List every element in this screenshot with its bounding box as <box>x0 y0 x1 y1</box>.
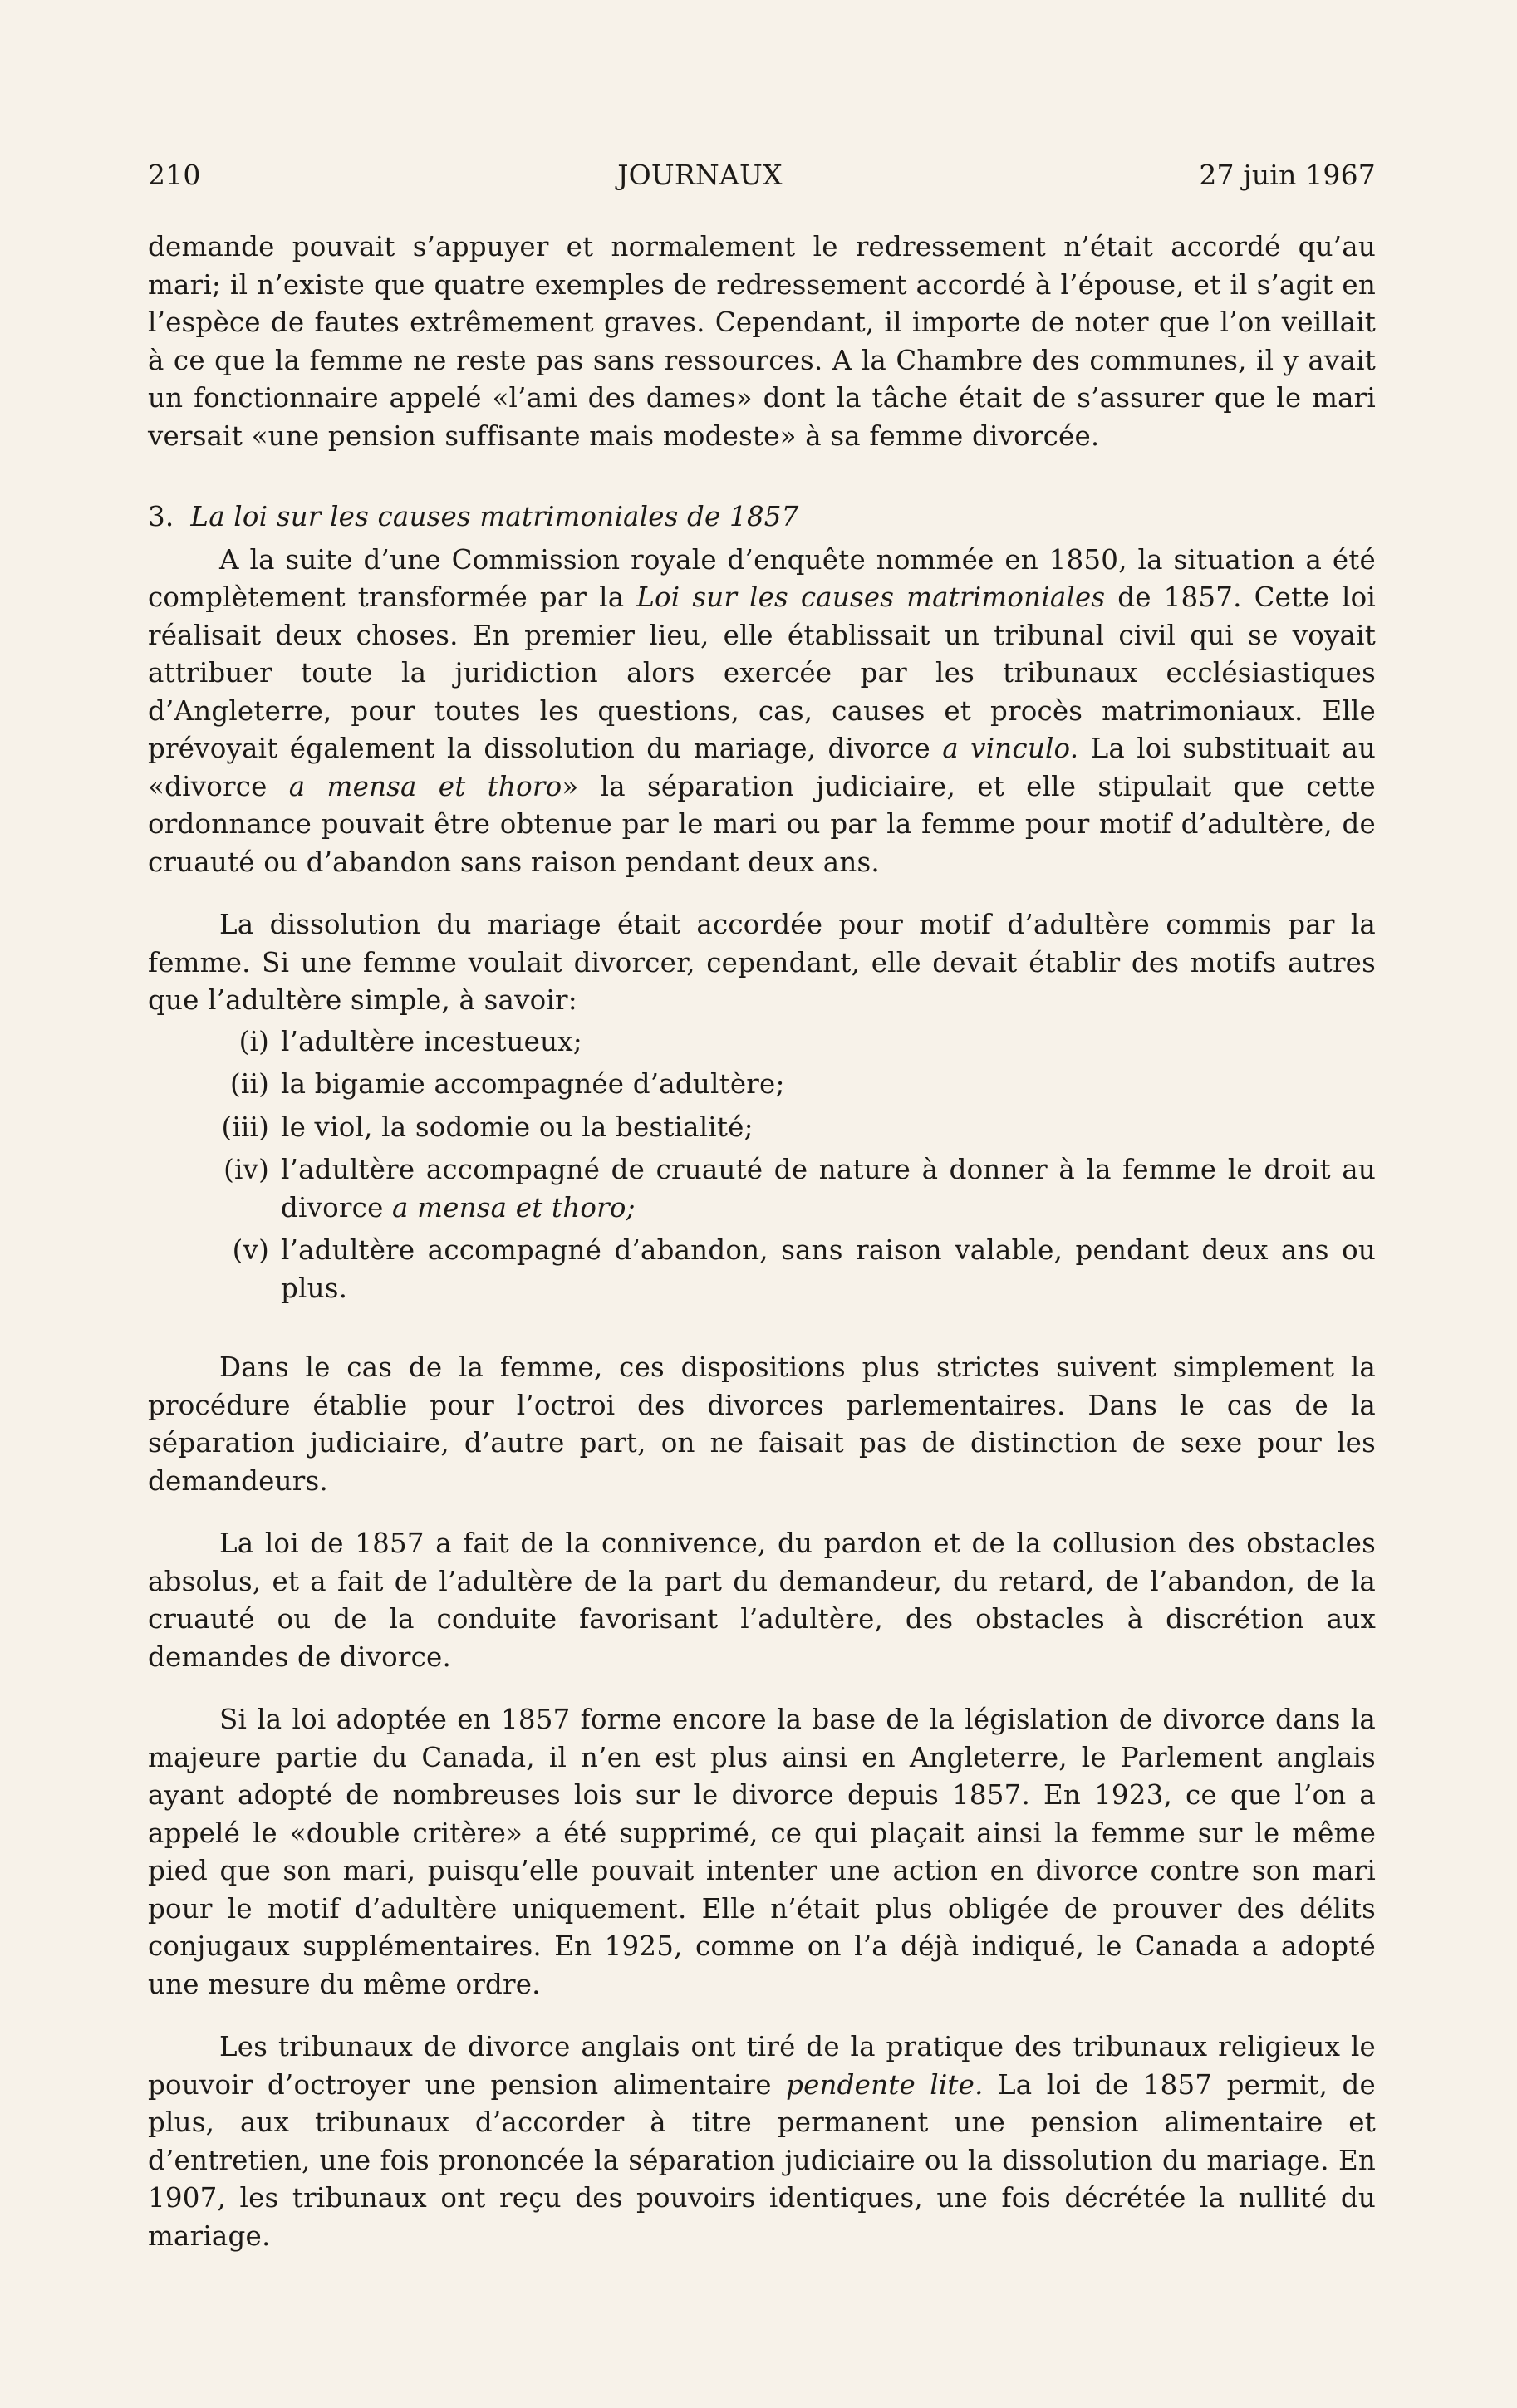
paragraph-legislation: Si la loi adoptée en 1857 forme encore la base de la législation de divorce dans la majeure partie du Canada, il n’en est plus ainsi en Angleterre, le Parlement anglais ayant adopté de nombreuses lois sur le divorce depuis 1857. En 1923, ce que l’on a appelé le «double critère» a été supprimé, ce qui plaçait ainsi la femme sur le même pied que son mari, puisqu’elle pouvait intenter une action en divorce contre son mari pour le motif d’adultère uniquement. Elle n’était plus obligée de prouver des délits conjugaux supplémentaires. En 1925, comme on l’a déjà indiqué, le Canada a adopté une mesure du même ordre. <box>148 1704 1376 2000</box>
running-header <box>148 156 1376 194</box>
paragraph-text: A la suite d’une Commission royale d’enquête nommée en 1850, la situation a été complètement transformée par la <box>148 543 1376 613</box>
list-marker: (iii) <box>221 1111 269 1143</box>
page-number: 210 <box>148 159 201 191</box>
italic-latin-term: a mensa et thoro <box>288 770 562 802</box>
list-item <box>148 1023 1376 1062</box>
list-marker: (iv) <box>223 1154 269 1185</box>
list-item <box>148 1066 1376 1104</box>
list-item <box>148 1232 1376 1307</box>
italic-latin-term: pendente lite. <box>786 2068 984 2101</box>
list-marker: (i) <box>238 1025 269 1057</box>
paragraph-continued: demande pouvait s’appuyer et normalement le redressement n’était accordé qu’au mari; il n’existe que quatre exemples de redressement accordé à l’épouse, et il s’agit en l’espèce de fautes extrêmement graves. Cependant, il importe de noter que l’on veillait à ce que la femme ne reste pas sans ressources. A la Chambre des communes, il y avait un fonctionnaire appelé «l’ami des dames» dont la tâche était de s’assurer que le mari versait «une pension suffisante mais modeste» à sa femme divorcée. <box>148 231 1376 452</box>
paragraph-dissolution: La dissolution du mariage était accordée pour motif d’adultère commis par la femme. Si une femme voulait divorcer, cependant, elle devait établir des motifs autres que l’adultère simple, à savoir: <box>148 909 1376 1016</box>
list-item <box>148 1109 1376 1147</box>
list-text: l’adultère incestueux; <box>281 1025 582 1057</box>
list-marker: (v) <box>232 1234 269 1266</box>
italic-act-title: Loi sur les causes matrimoniales <box>636 581 1106 613</box>
paragraph-alimony <box>148 2028 1376 2255</box>
list-text: la bigamie accompagnée d’adultère; <box>281 1068 785 1100</box>
section-number: 3. <box>148 501 174 532</box>
list-marker: (ii) <box>230 1068 269 1100</box>
paragraph-woman-case: Dans le cas de la femme, ces dispositions plus strictes suivent simplement la procédure établie pour l’octroi des divorces parlementaires. Dans le cas de la séparation judiciaire, d’autre part, on ne faisait pas de distinction de sexe pour les demandeurs. <box>148 1351 1376 1497</box>
paragraph-text: La loi de 1857 permit, de plus, aux tribunaux d’accorder à titre permanent une pension alimentaire et d’entretien, une fois prononcée la séparation judiciaire ou la dissolution du mariage. En 1907, les tribunaux ont reçu des pouvoirs identiques, une fois décrétée la nullité du mariage. <box>148 2068 1376 2252</box>
page-date: 27 juin 1967 <box>1199 159 1376 191</box>
paragraph-obstacles: La loi de 1857 a fait de la connivence, du pardon et de la collusion des obstacles absolus, et a fait de l’adultère de la part du demandeur, du retard, de l’abandon, de la cruauté ou de la conduite favorisant l’adultère, des obstacles à discrétion aux demandes de divorce. <box>148 1528 1376 1673</box>
list-text-part: l’adultère accompagné de cruauté de nature à donner à la femme le droit au divorce <box>281 1154 1376 1224</box>
paragraph-text: » la séparation judiciaire, et elle stipulait que cette ordonnance pouvait être obtenue par le mari ou par la femme pour motif d’adultère, de cruauté ou d’abandon sans raison pendant deux ans. <box>148 770 1376 878</box>
paragraph-text: Les tribunaux de divorce anglais ont tiré de la pratique des tribunaux religieux le pouvoir d’octroyer une pension alimentaire <box>148 2031 1376 2101</box>
section-heading <box>148 498 1376 537</box>
list-text: le viol, la sodomie ou la bestialité; <box>281 1111 754 1143</box>
list-text: l’adultère accompagné d’abandon, sans raison valable, pendant deux ans ou plus. <box>281 1234 1376 1304</box>
section-title: La loi sur les causes matrimoniales de 1857 <box>190 501 799 532</box>
list-text <box>281 1151 1376 1227</box>
paragraph-text: La loi substituait au «divorce <box>148 733 1377 802</box>
paragraph-text: de 1857. Cette loi réalisait deux choses. En premier lieu, elle établissait un tribunal civil qui se voyait attribuer toute la juridiction alors exercée par les tribunaux ecclésiastiques d’Angleterre, pour toutes les questions, cas, causes et procès matrimoniaux. Elle prévoyait également la dissolution du mariage, divorce <box>148 581 1376 764</box>
italic-latin-term: a mensa et thoro; <box>392 1191 636 1224</box>
italic-latin-term: a vinculo. <box>942 733 1079 764</box>
paragraph-commission <box>148 542 1376 882</box>
list-item <box>148 1151 1376 1227</box>
grounds-list <box>148 1023 1376 1308</box>
document-page <box>148 156 1376 2255</box>
journal-title: JOURNAUX <box>617 159 783 191</box>
